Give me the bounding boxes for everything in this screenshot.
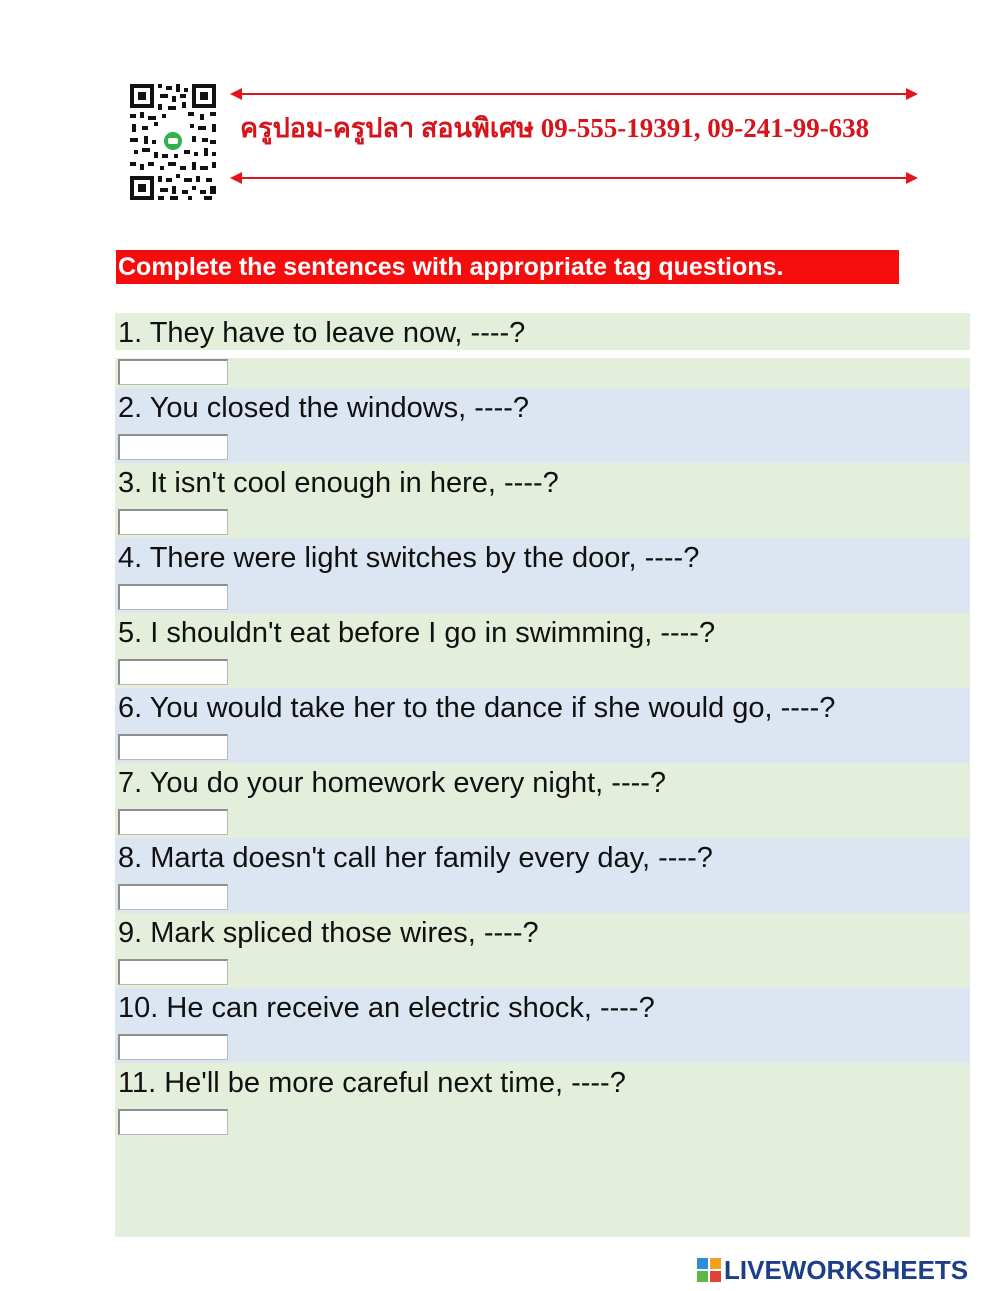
question-text: 10. He can receive an electric shock, ----? bbox=[118, 992, 655, 1024]
question-text: 3. It isn't cool enough in here, ----? bbox=[118, 467, 559, 499]
question-item bbox=[115, 913, 970, 988]
question-text: 6. You would take her to the dance if she would go, ----? bbox=[118, 692, 836, 724]
liveworksheets-logo bbox=[696, 1255, 968, 1285]
answer-input[interactable] bbox=[118, 1109, 228, 1135]
answer-input[interactable] bbox=[118, 734, 228, 760]
question-item bbox=[115, 688, 970, 763]
question-text: 5. I shouldn't eat before I go in swimming, ----? bbox=[118, 617, 716, 649]
liveworksheets-logo-icon bbox=[696, 1257, 722, 1283]
question-item bbox=[115, 388, 970, 463]
question-item bbox=[115, 538, 970, 613]
instruction-heading: Complete the sentences with appropriate tag questions. bbox=[116, 250, 899, 284]
answer-input[interactable] bbox=[118, 959, 228, 985]
question-item bbox=[115, 313, 970, 388]
question-item bbox=[115, 1063, 970, 1237]
contact-banner bbox=[226, 80, 922, 192]
answer-input[interactable] bbox=[118, 509, 228, 535]
answer-input[interactable] bbox=[118, 359, 228, 385]
answer-input[interactable] bbox=[118, 434, 228, 460]
question-text: 8. Marta doesn't call her family every day, ----? bbox=[118, 842, 713, 874]
contact-text: ครูปอม-ครูปลา สอนพิเศษ 09-555-19391, 09-241-99-638 bbox=[240, 113, 870, 143]
question-item bbox=[115, 613, 970, 688]
question-text: 2. You closed the windows, ----? bbox=[118, 392, 530, 424]
answer-input[interactable] bbox=[118, 584, 228, 610]
question-text: 11. He'll be more careful next time, ----? bbox=[118, 1067, 626, 1099]
logo-text: LIVEWORKSHEETS bbox=[724, 1254, 969, 1285]
question-list bbox=[115, 313, 970, 1237]
answer-input[interactable] bbox=[118, 809, 228, 835]
question-text: 7. You do your homework every night, ----? bbox=[118, 767, 667, 799]
question-item bbox=[115, 463, 970, 538]
answer-input[interactable] bbox=[118, 659, 228, 685]
qr-code-icon bbox=[128, 82, 218, 202]
question-text: 1. They have to leave now, ----? bbox=[118, 317, 526, 349]
row-separator bbox=[115, 350, 970, 358]
question-text: 4. There were light switches by the door, ----? bbox=[118, 542, 700, 574]
question-text: 9. Mark spliced those wires, ----? bbox=[118, 917, 539, 949]
answer-input[interactable] bbox=[118, 884, 228, 910]
question-item bbox=[115, 763, 970, 838]
question-item bbox=[115, 988, 970, 1063]
answer-input[interactable] bbox=[118, 1034, 228, 1060]
question-item bbox=[115, 838, 970, 913]
